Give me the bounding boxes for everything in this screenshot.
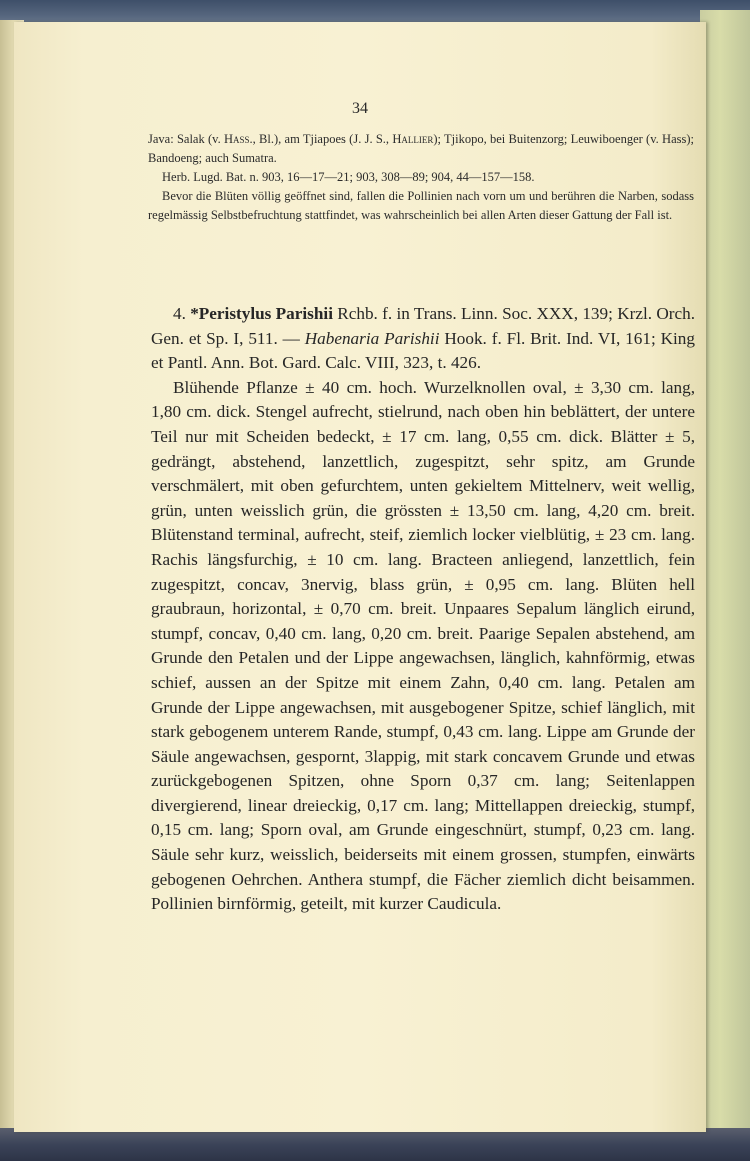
species-number: 4. bbox=[173, 304, 191, 323]
localities-prefix: Java: Salak (v. bbox=[148, 132, 224, 146]
herbarium-reference: Herb. Lugd. Bat. n. 903, 16—17—21; 903, 308—89; 904, 44—157—158. bbox=[162, 170, 535, 184]
book-cover-edge bbox=[700, 10, 750, 1140]
collector-hass: Hass bbox=[223, 132, 250, 146]
species-entry bbox=[151, 302, 695, 917]
species-name: *Peristylus Parishii bbox=[190, 304, 333, 323]
scan-background-bottom bbox=[0, 1128, 750, 1161]
species-citation: Rchb. f. in Trans. Linn. Soc. XXX, 139; Krzl. Orch. Gen. et Sp. I, 511. — bbox=[151, 304, 695, 348]
localities-rest: ); Tjikopo, bei Buitenzorg; Leuwiboenger (v. Hass); Bandoeng; auch Sumatra. bbox=[148, 132, 694, 165]
localities-block bbox=[148, 130, 694, 225]
synonym-name: Habenaria Parishii bbox=[304, 328, 440, 348]
species-description: Blühende Pflanze ± 40 cm. hoch. Wurzelknollen oval, ± 3,30 cm. lang, 1,80 cm. dick. Stengel aufrecht, stielrund, nach oben hin beblättert, der untere Teil nur mit Scheiden bedeckt, ± 17 cm. lang, 0,55 cm. dick. Blätter ± 5, gedrängt, abstehend, lanzettlich, zugespitzt, sehr spitz, am Grunde verschmälert, mit oben gefurchtem, unten gekieltem Mittelnerv, weit wellig, grün, unten weisslich grün, die grössten ± 13,50 cm. lang, 4,20 cm. breit. Blütenstand terminal, aufrecht, steif, ziemlich locker vielblütig, ± 23 cm. lang. Rachis längsfurchig, ± 10 cm. lang. Bracteen anliegend, lanzettlich, fein zugespitzt, concav, 3nervig, blass grün, ± 0,95 cm. lang. Blüten hell graubraun, horizontal, ± 0,70 cm. breit. Unpaares Sepalum länglich eirund, stumpf, concav, 0,40 cm. lang, 0,20 cm. breit. Paarige Sepalen abstehend, am Grunde den Petalen und der Lippe angewachsen, länglich, kahnförmig, etwas schief, aussen an der Spitze mit einem Zahn, 0,40 cm. lang. Petalen am Grunde der Lippe angewachsen, mit ausgebogener Spitze, schief länglich, mit stark gebogenem unterem Rande, stumpf, 0,43 cm. lang. Lippe am Grunde der Säule angewachsen, gespornt, 3lappig, mit stark concavem Grunde und etwas zurückgebogenen Spitzen, ohne Sporn 0,37 cm. lang; Seitenlappen divergierend, linear dreieckig, 0,17 cm. lang; Mittellappen dreieckig, stumpf, 0,15 cm. lang; Sporn oval, am Grunde eingeschnürt, stumpf, 0,23 cm. lang. Säule sehr kurz, weisslich, beiderseits mit einem grossen, stumpfen, einwärts gebogenen Oehrchen. Anthera stumpf, die Fächer ziemlich dicht beisammen. Pollinien birnförmig, geteilt, mit kurzer Caudicula. bbox=[151, 377, 695, 914]
synonym-citation: Hook. f. Fl. Brit. Ind. VI, 161; King et Pantl. Ann. Bot. Gard. Calc. VIII, 323, t. 426. bbox=[151, 328, 695, 373]
species-heading bbox=[151, 302, 695, 376]
localities-mid: ., Bl.), am Tjiapoes (J. J. S., bbox=[249, 132, 393, 146]
pollination-note: Bevor die Blüten völlig geöffnet sind, fallen die Pollinien nach vorn um und berühren die Narben, sodass regelmässig Selbstbefruchtung stattfindet, was wahrscheinlich bei allen Arten dieser Gattung der Fall ist. bbox=[148, 189, 694, 222]
page-number: 34 bbox=[352, 100, 368, 117]
collector-hallier: Hallier bbox=[392, 132, 434, 146]
localities-text bbox=[148, 130, 694, 168]
page-sheet bbox=[14, 22, 706, 1132]
